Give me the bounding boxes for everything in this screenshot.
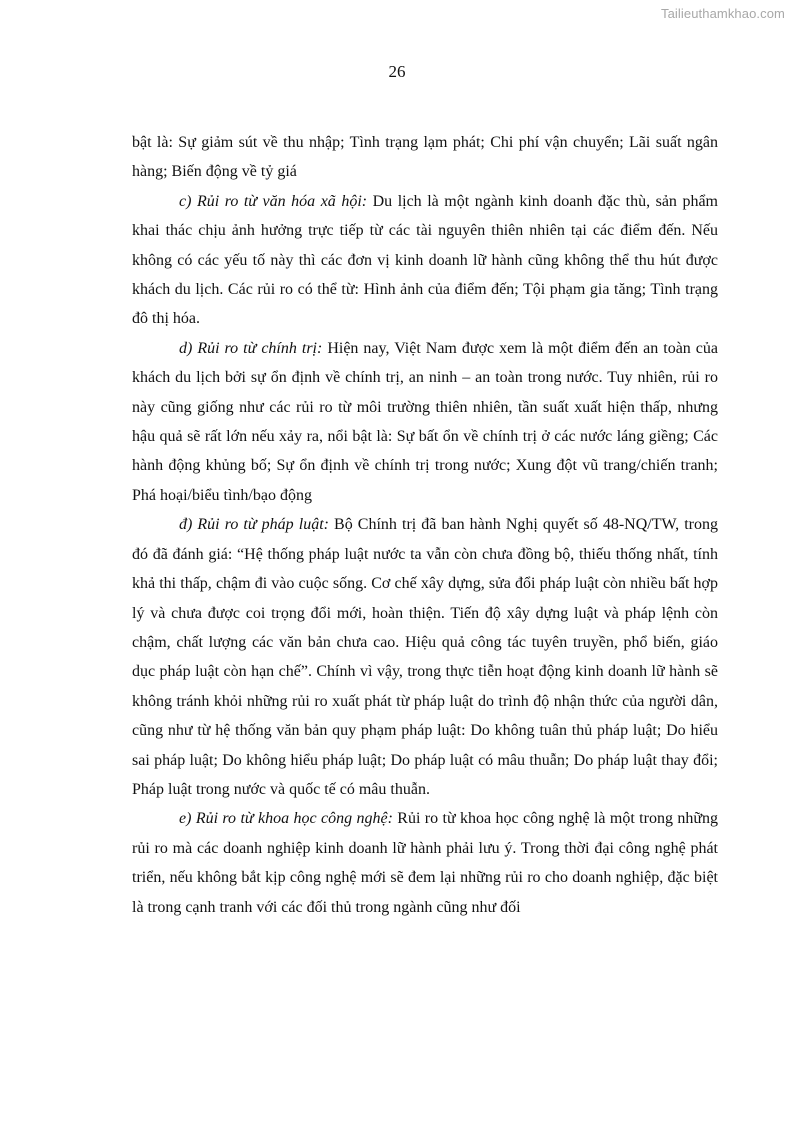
paragraph-technology-risk — [132, 804, 718, 922]
paragraph-text: Rủi ro từ khoa học công nghệ là một trong những rủi ro mà các doanh nghiệp kinh doanh lữ hành phải lưu ý. Trong thời đại công nghệ phát triển, nếu không bắt kịp công nghệ mới sẽ đem lại những rủi ro cho doanh nghiệp, đặc biệt là trong cạnh tranh với các đối thủ trong ngành cũng như đối — [132, 810, 719, 916]
paragraph-political-risk — [132, 334, 718, 510]
paragraph-lead: e) Rủi ro từ khoa học công nghệ: — [179, 810, 393, 828]
document-body — [132, 128, 718, 922]
paragraph-lead: c) Rủi ro từ văn hóa xã hội: — [179, 192, 368, 210]
watermark-text: Tailieuthamkhao.com — [660, 6, 785, 21]
paragraph-lead: đ) Rủi ro từ pháp luật: — [179, 516, 329, 534]
paragraph-culture-risk — [132, 187, 718, 334]
paragraph-legal-risk — [132, 510, 718, 804]
paragraph-text: Bộ Chính trị đã ban hành Nghị quyết số 48-NQ/TW, trong đó đã đánh giá: “Hệ thống pháp luật nước ta vẫn còn chưa đồng bộ, thiếu thống nhất, tính khả thi thấp, chậm đi vào cuộc sống. Cơ chế xây dựng, sửa đổi pháp luật còn nhiều bất hợp lý và chưa được coi trọng đổi mới, hoàn thiện. Tiến độ xây dựng luật và pháp lệnh còn chậm, chất lượng các văn bản chưa cao. Hiệu quả công tác tuyên truyền, phổ biến, giáo dục pháp luật còn hạn chế”. Chính vì vậy, trong thực tiễn hoạt động kinh doanh lữ hành sẽ không tránh khỏi những rủi ro xuất phát từ pháp luật do trình độ nhận thức của người dân, cũng như từ hệ thống văn bản quy phạm pháp luật: Do không tuân thủ pháp luật; Do hiểu sai pháp luật; Do không hiểu pháp luật; Do pháp luật có mâu thuẫn; Do pháp luật thay đổi; Pháp luật trong nước và quốc tế có mâu thuẫn. — [132, 516, 718, 798]
page-number: 26 — [388, 62, 406, 81]
paragraph-text: Hiện nay, Việt Nam được xem là một điểm đến an toàn của khách du lịch bởi sự ổn định về chính trị, an ninh – an toàn trong nước. Tuy nhiên, rủi ro này cũng giống như các rủi ro từ môi trường thiên nhiên, tần suất xuất hiện thấp, nhưng hậu quả sẽ rất lớn nếu xảy ra, nổi bật là: Sự bất ổn về chính trị ở các nước láng giềng; Các hành động khủng bố; Sự ổn định về chính trị trong nước; Xung đột vũ trang/chiến tranh; Phá hoại/biểu tình/bạo động — [132, 339, 718, 504]
paragraph-continuation — [132, 128, 718, 187]
paragraph-lead: d) Rủi ro từ chính trị: — [179, 339, 323, 357]
paragraph-text: Du lịch là một ngành kinh doanh đặc thù, sản phẩm khai thác chịu ảnh hưởng trực tiếp từ các tài nguyên thiên nhiên tại các điểm đến. Nếu không có các yếu tố này thì các đơn vị kinh doanh lữ hành cũng không thể thu hút được khách du lịch. Các rủi ro có thể từ: Hình ảnh của điểm đến; Tội phạm gia tăng; Tình trạng đô thị hóa. — [132, 192, 718, 328]
paragraph-text: bật là: Sự giảm sút về thu nhập; Tình trạng lạm phát; Chi phí vận chuyển; Lãi suất ngân hàng; Biến động về tỷ giá — [132, 134, 718, 181]
